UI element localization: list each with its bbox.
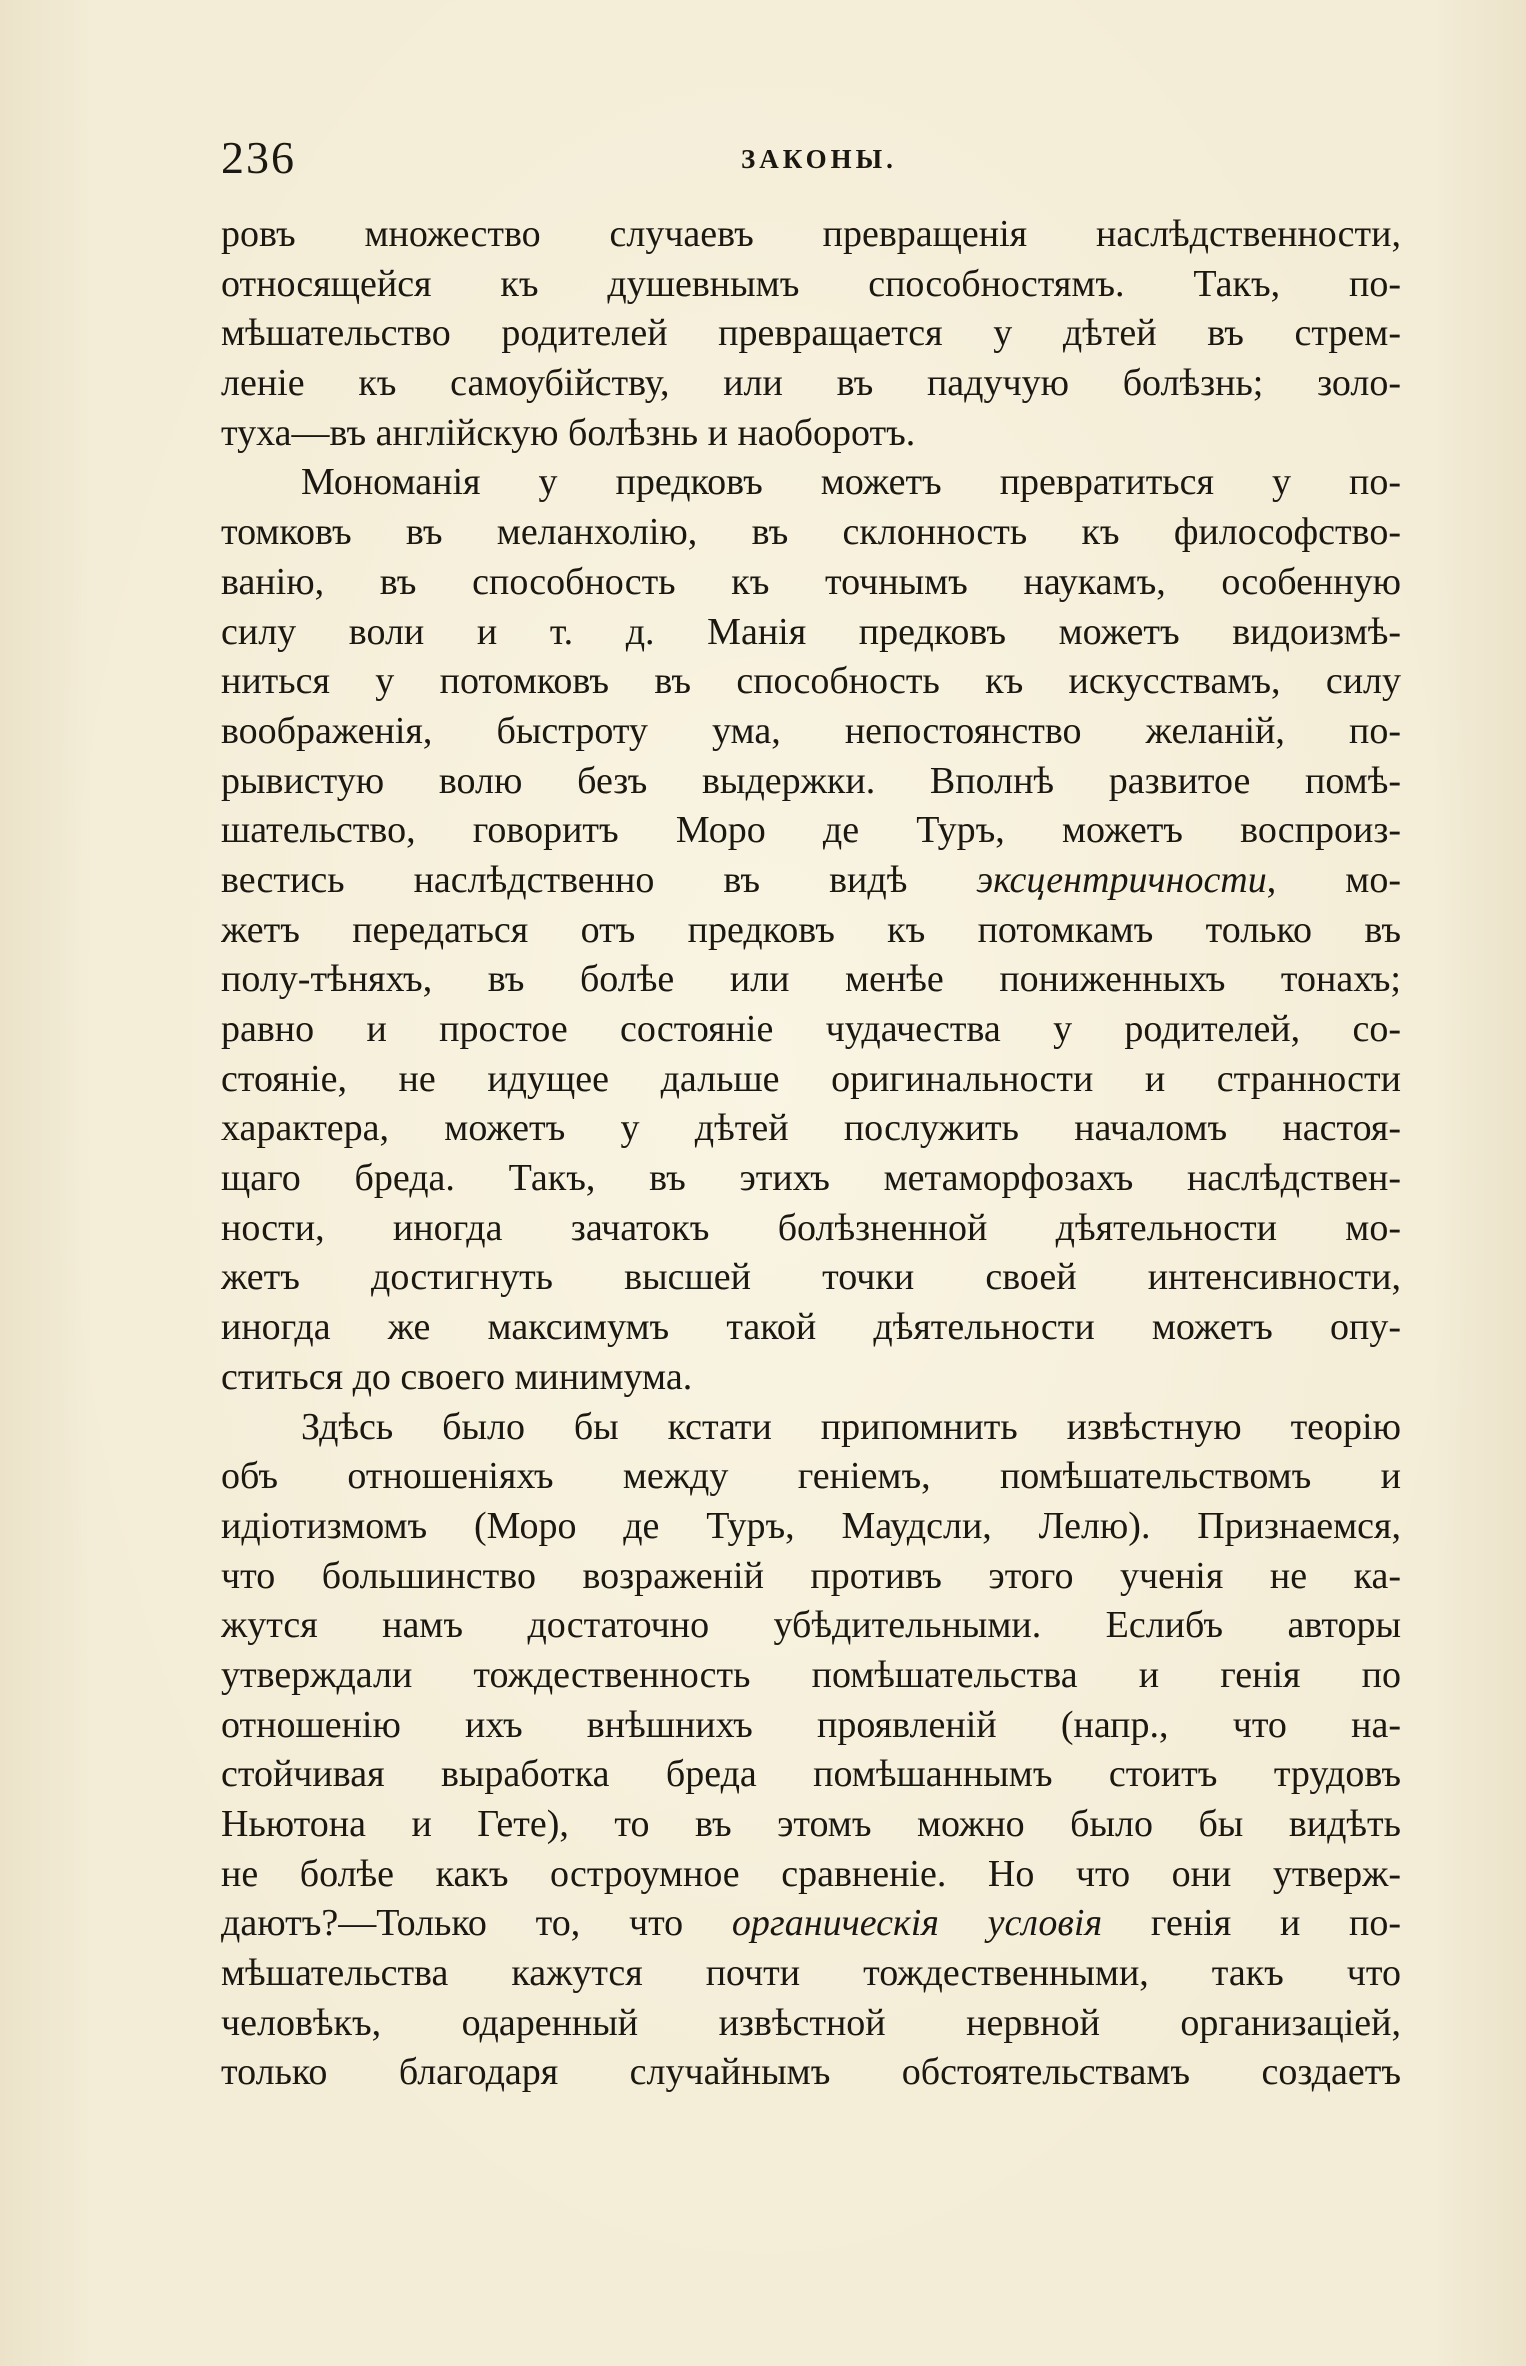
text-line: ванію, въ способность къ точнымъ наукамъ, особенную [221,560,1401,603]
text-line: отношенію ихъ внѣшнихъ проявленій (напр., что на- [221,1703,1401,1746]
body-text [221,210,1401,2098]
italic-term: органическія условія [731,1902,1103,1945]
text-line: мѣшательство родителей превращается у дѣтей въ стрем- [221,312,1401,355]
page-number: 236 [221,132,296,183]
text-line-with-italic [221,1899,1401,1949]
text-segment: генія и по- [1102,1902,1401,1945]
page-header [221,128,1401,188]
italic-term: эксцентричности [976,858,1267,901]
text-line: что большинство возраженій противъ этого ученія не ка- [221,1554,1401,1597]
paragraph-first-line: Мономанія у предковъ можетъ превратиться у по- [301,461,1401,504]
text-line: Ньютона и Гете), то въ этомъ можно было бы видѣть [221,1803,1401,1845]
text-line: характера, можетъ у дѣтей послужить началомъ настоя- [221,1107,1401,1150]
text-line: мѣшательства кажутся почти тождественными, такъ что [221,1952,1401,1995]
text-segment: , мо- [1266,858,1401,901]
text-line: стойчивая выработка бреда помѣшаннымъ стоитъ трудовъ [221,1753,1401,1796]
text-line: только благодаря случайнымъ обстоятельствамъ создаетъ [221,2051,1401,2094]
text-line: жетъ достигнуть высшей точки своей интенсивности, [221,1256,1401,1299]
text-line: равно и простое состояніе чудачества у родителей, со- [221,1008,1401,1050]
text-line: полу-тѣняхъ, въ болѣе или менѣе пониженныхъ тонахъ; [221,958,1401,1001]
text-line: щаго бреда. Такъ, въ этихъ метаморфозахъ наслѣдствен- [221,1157,1401,1200]
text-line: ниться у потомковъ въ способность къ искусствамъ, силу [221,660,1401,703]
text-line: утверждали тождественность помѣшательства и генія по [221,1653,1401,1696]
text-line: объ отношеніяхъ между геніемъ, помѣшательствомъ и [221,1455,1401,1498]
text-segment: даютъ?—Только то, что [221,1902,732,1945]
text-line: жетъ передаться отъ предковъ къ потомкамъ только въ [221,908,1401,951]
text-line: не болѣе какъ остроумное сравненіе. Но что они утверж- [221,1852,1401,1895]
text-line: жутся намъ достаточно убѣдительными. Еслибъ авторы [221,1604,1401,1647]
text-line: ности, иногда зачатокъ болѣзненной дѣятельности мо- [221,1206,1401,1249]
text-line-with-italic [221,856,1401,906]
paragraph-first-line: Здѣсь было бы кстати припомнить извѣстную теорію [301,1405,1401,1448]
text-line: шательство, говоритъ Моро де Туръ, можетъ воспроиз- [221,809,1401,852]
text-line: идіотизмомъ (Моро де Туръ, Маудсли, Лелю). Признаемся, [221,1504,1401,1547]
text-line: туха—въ англійскую болѣзнь и наоборотъ. [221,411,916,454]
text-line: воображенія, быстроту ума, непостоянство желаній, по- [221,709,1401,752]
text-segment: вестись наслѣдственно въ видѣ [221,858,977,901]
text-line: относящейся къ душевнымъ способностямъ. Такъ, по- [221,262,1401,305]
text-line: силу воли и т. д. Манія предковъ можетъ видоизмѣ- [221,610,1401,653]
text-line: леніе къ самоубійству, или въ падучую болѣзнь; золо- [221,362,1401,405]
text-line: ститься до своего минимума. [221,1355,693,1398]
text-line: стояніе, не идущее дальше оригинальности и странности [221,1057,1401,1100]
text-line: иногда же максимумъ такой дѣятельности можетъ опу- [221,1306,1401,1349]
text-line: томковъ въ меланхолію, въ склонность къ философство- [221,511,1401,554]
running-title: ЗАКОНЫ. [741,144,897,174]
text-line: ровъ множество случаевъ превращенія наслѣдственности, [221,213,1401,255]
text-line: рывистую волю безъ выдержки. Вполнѣ развитое помѣ- [221,759,1401,802]
text-line: человѣкъ, одаренный извѣстной нервной организаціей, [221,2001,1401,2044]
